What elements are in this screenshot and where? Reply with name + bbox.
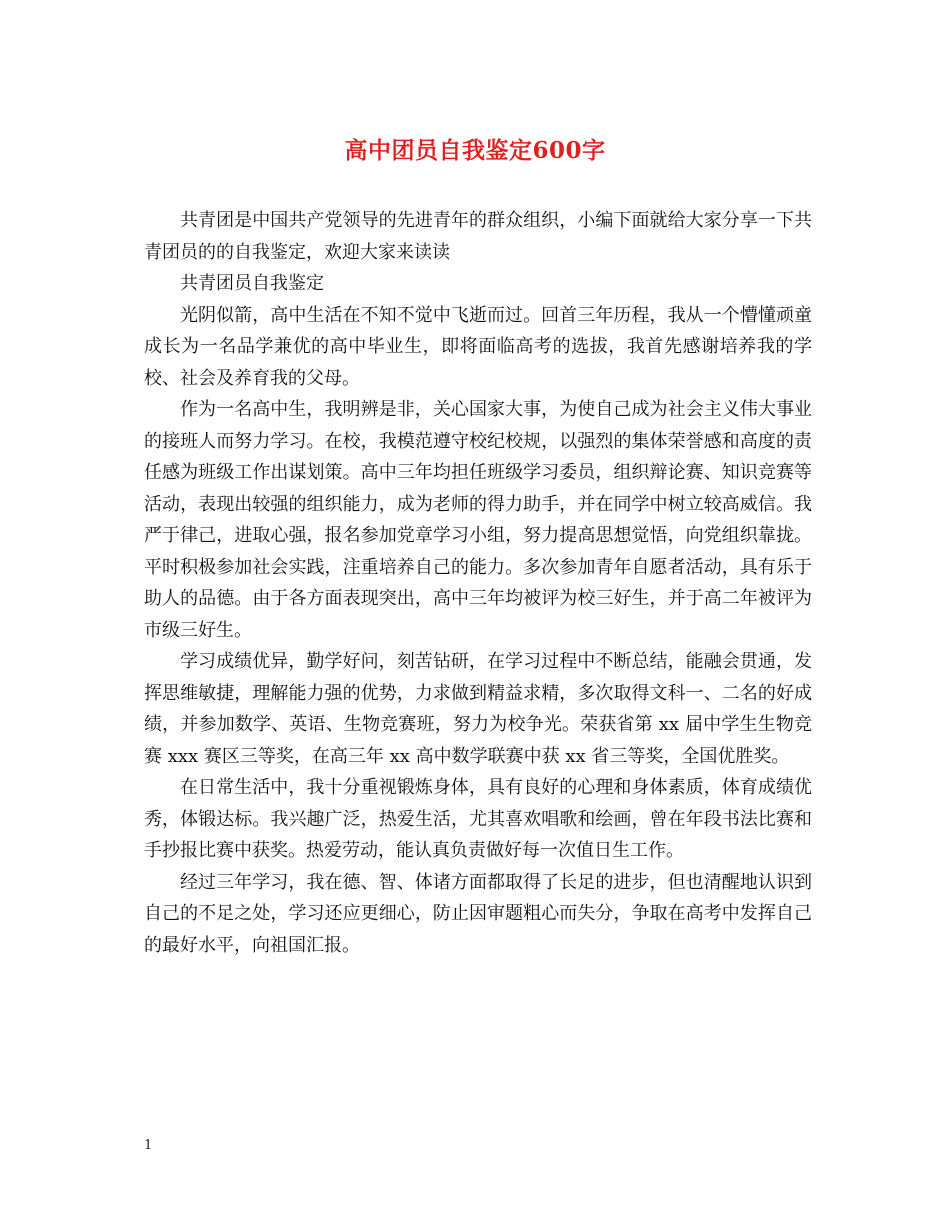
body-paragraph: 光阴似箭，高中生活在不知不觉中飞逝而过。回首三年历程，我从一个懵懂顽童成长为一名品学兼优的高中毕业生，即将面临高考的选拔，我首先感谢培养我的学校、社会及养育我的父母。 xyxy=(144,304,812,389)
document-title: 高中团员自我鉴定600字 xyxy=(344,137,606,164)
intro-paragraph: 共青团是中国共产党领导的先进青年的群众组织，小编下面就给大家分享一下共青团员的的自我鉴定，欢迎大家来读读 xyxy=(144,210,812,263)
section-heading: 共青团员自我鉴定 xyxy=(180,273,324,294)
body-paragraph: 在日常生活中，我十分重视锻炼身体，具有良好的心理和身体素质，体育成绩优秀，体锻达标。我兴趣广泛，热爱生活，尤其喜欢唱歌和绘画，曾在年段书法比赛和手抄报比赛中获奖。热爱劳动，能认真负责做好每一次值日生工作。 xyxy=(144,777,812,861)
body-paragraph: 作为一名高中生，我明辨是非，关心国家大事，为使自己成为社会主义伟大事业的接班人而努力学习。在校，我模范遵守校纪校规，以强烈的集体荣誉感和高度的责任感为班级工作出谋划策。高中三年均担任班级学习委员，组织辩论赛、知识竞赛等活动，表现出较强的组织能力，成为老师的得力助手，并在同学中树立较高威信。我严于律己，进取心强，报名参加党章学习小组，努力提高思想觉悟，向党组织靠拢。平时积极参加社会实践，注重培养自己的能力。多次参加青年自愿者活动，具有乐于助人的品德。由于各方面表现突出，高中三年均被评为校三好生，并于高二年被评为市级三好生。 xyxy=(144,399,812,641)
page-number: 1 xyxy=(144,1138,153,1153)
body-paragraph: 经过三年学习，我在德、智、体诸方面都取得了长足的进步，但也清醒地认识到自己的不足之处，学习还应更细心，防止因审题粗心而失分，争取在高考中发挥自己的最好水平，向祖国汇报。 xyxy=(144,871,812,956)
document-body xyxy=(144,205,812,961)
body-paragraph: 学习成绩优异，勤学好问，刻苦钻研，在学习过程中不断总结，能融会贯通，发挥思维敏捷，理解能力强的优势，力求做到精益求精，多次取得文科一、二名的好成绩，并参加数学、英语、生物竞赛班，努力为校争光。荣获省第 xx 届中学生生物竞赛 xxx 赛区三等奖，在高三年 xx 高中数学联赛中获 xx 省三等奖，全国优胜奖。 xyxy=(144,651,812,767)
